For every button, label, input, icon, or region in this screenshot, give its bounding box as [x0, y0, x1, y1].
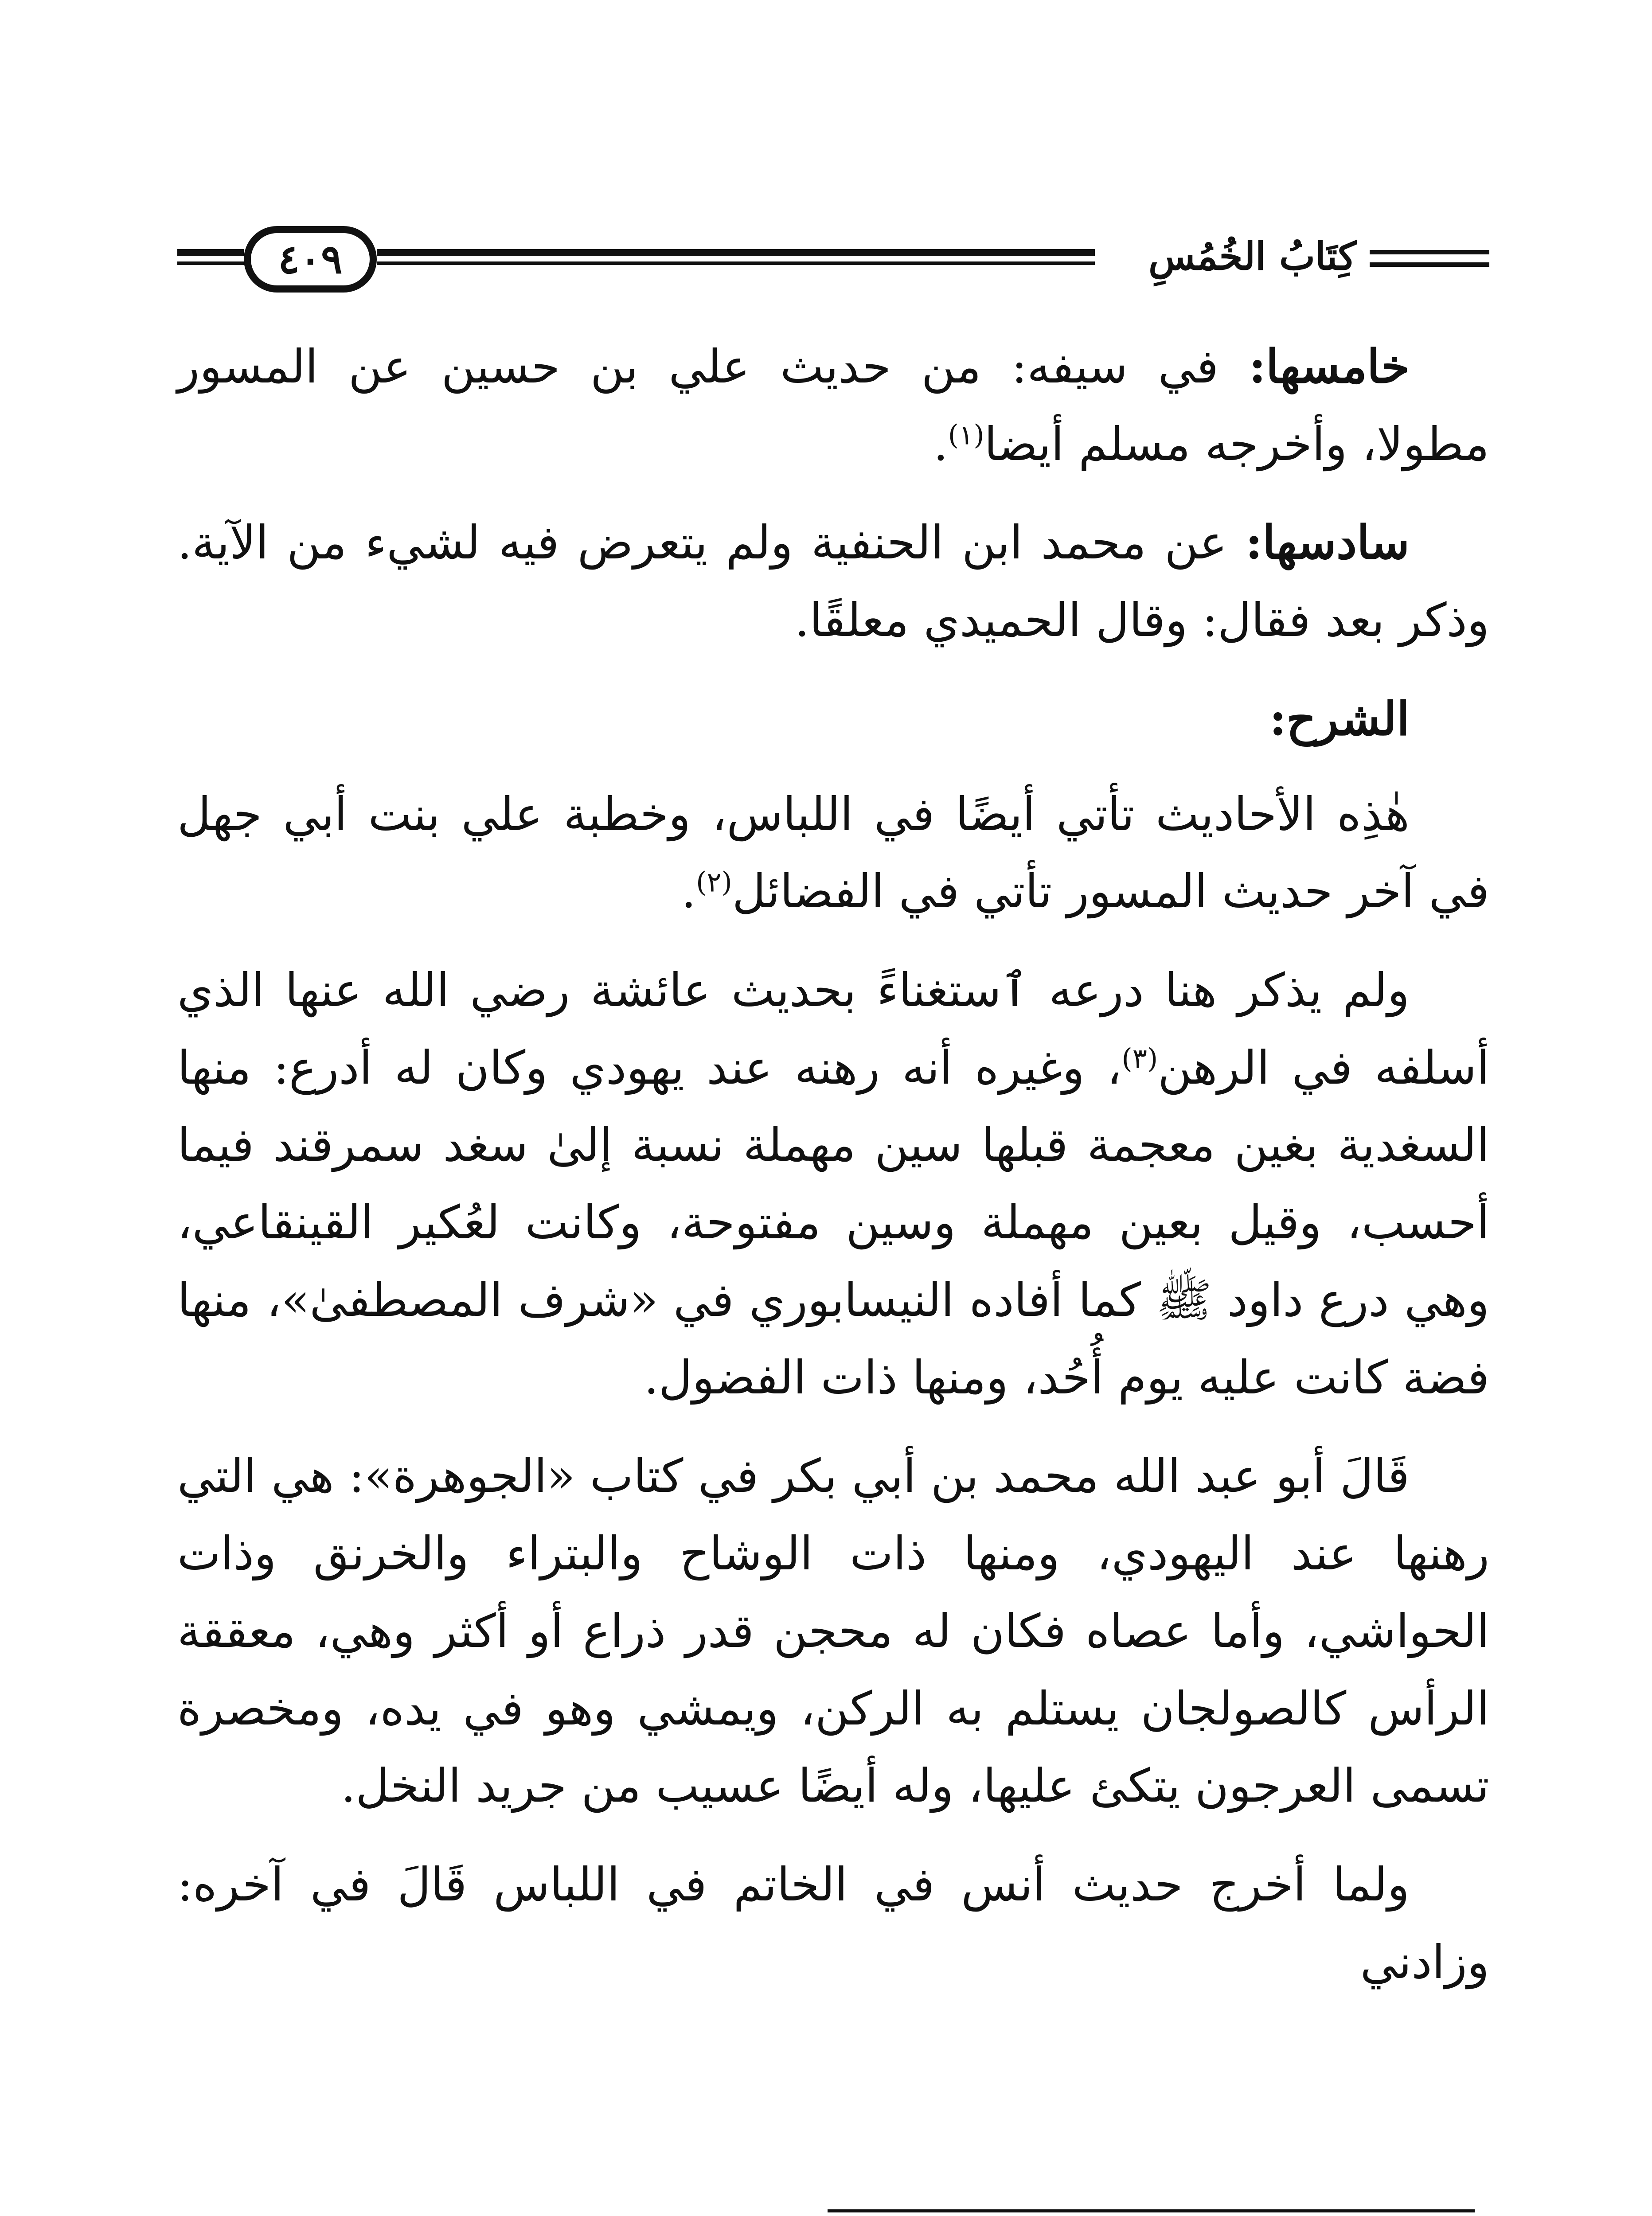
- paragraph-text: هٰذِه الأحاديث تأتي أيضًا في اللباس، وخطبة علي بنت أبي جهل في آخر حديث المسور تأتي في الفضائل: [177, 787, 1489, 919]
- running-header: [177, 222, 1489, 310]
- header-rule-right-top: [1370, 250, 1489, 254]
- footnote-ref-1[interactable]: (١): [948, 418, 984, 451]
- footnote-ref-2[interactable]: (٢): [696, 866, 732, 898]
- paragraph-commentary-2: [177, 952, 1489, 1416]
- paragraph-text: في سيفه: من حديث علي بن حسين عن المسور مطولا، وأخرجه مسلم أيضا: [177, 339, 1489, 471]
- header-rule-left-top: [177, 249, 244, 256]
- paragraph-end: .: [681, 864, 696, 919]
- paragraph-sixth: [177, 504, 1489, 659]
- header-rule-right-bottom: [1370, 262, 1489, 267]
- paragraph-commentary-4: [177, 1846, 1489, 2001]
- paragraph-lead: سادسها:: [1245, 515, 1410, 570]
- chapter-title: كِتَابُ الخُمُسِ: [1148, 234, 1356, 279]
- paragraph-end: .: [933, 417, 948, 471]
- paragraph-text: عن محمد ابن الحنفية ولم يتعرض فيه لشيء من الآية. وذكر بعد فقال: وقال الحميدي معلقًا.: [177, 515, 1489, 648]
- header-rule-left-bottom: [177, 261, 244, 265]
- header-rule-middle-bottom: [377, 261, 1095, 265]
- paragraph-commentary-3: [177, 1437, 1489, 1825]
- paragraph-text: ولم يذكر هنا درعه ٱستغناءً بحديث عائشة رضي الله عنها الذي أسلفه في الرهن: [177, 963, 1490, 1095]
- paragraph-commentary-1: [177, 776, 1489, 930]
- page-number-badge: [244, 226, 377, 293]
- paragraph-text-continued: ، وغيره أنه رهنه عند يهودي وكان له أدرع: منها السغدية بغين معجمة قبلها سين مهملة نسبة إلىٰ سغد سمرقند فيما أحسب، وقيل بعين مهملة وسين مفتوحة، وكانت لعُكير القينقاعي، وهي درع داود ﷺ كما أفاده النيسابوري في «شرف المصطفىٰ»، منها فضة كانت عليه يوم أُحُد، ومنها ذات الفضول.: [177, 1040, 1489, 1405]
- paragraph-text: ولما أخرج حديث أنس في الخاتم في اللباس قَالَ في آخره: وزادني: [177, 1857, 1489, 1989]
- footnote-separator: [828, 2209, 1475, 2212]
- footnote-ref-3[interactable]: (٣): [1121, 1042, 1158, 1075]
- section-heading: الشرح:: [1269, 691, 1410, 746]
- paragraph-text: قَالَ أبو عبد الله محمد بن أبي بكر في كتاب «الجوهرة»: هي التي رهنها عند اليهودي، ومنها ذات الوشاح والبتراء والخرنق وذات الحواشي، وأما عصاه فكان له محجن قدر ذراع أو أكثر وهي، معققة الرأس كالصولجان يستلم به الركن، ويمشي وهو في يده، ومخصرة تسمى العرجون يتكئ عليها، وله أيضًا عسيب من جريد النخل.: [177, 1449, 1489, 1813]
- header-rule-middle-top: [377, 249, 1095, 256]
- main-text: [177, 328, 1489, 2022]
- paragraph-fifth: [177, 328, 1489, 483]
- page-number: ٤٠٩: [278, 236, 343, 283]
- paragraph-lead: خامسها:: [1249, 339, 1410, 394]
